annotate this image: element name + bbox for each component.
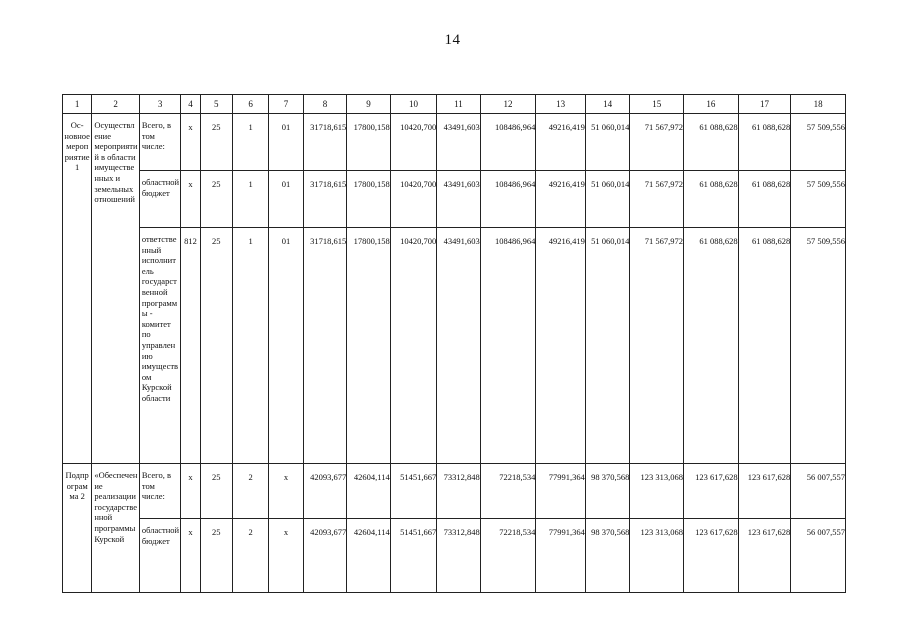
- value-cell: 123 617,628: [684, 519, 739, 593]
- value-cell: 42093,677: [303, 464, 347, 519]
- grbs-cell: 812: [181, 228, 200, 464]
- value-cell: 57 509,556: [791, 171, 846, 228]
- column-header: 2: [92, 95, 140, 114]
- value-cell: 123 617,628: [738, 519, 791, 593]
- column-header: 5: [200, 95, 232, 114]
- code-cell: 1: [232, 228, 268, 464]
- value-cell: 61 088,628: [684, 114, 739, 171]
- value-cell: 61 088,628: [684, 171, 739, 228]
- value-cell: 123 313,068: [630, 464, 684, 519]
- value-cell: 49216,419: [536, 228, 586, 464]
- column-header: 1: [63, 95, 92, 114]
- header-row: [63, 95, 846, 114]
- code-cell: 01: [269, 228, 303, 464]
- table-row: [63, 171, 846, 228]
- code-cell: 2: [232, 519, 268, 593]
- code-cell: x: [269, 519, 303, 593]
- value-cell: 43491,603: [437, 114, 481, 171]
- value-cell: 10420,700: [390, 228, 437, 464]
- value-cell: 49216,419: [536, 171, 586, 228]
- value-cell: 31718,615: [303, 171, 347, 228]
- value-cell: 51 060,014: [585, 114, 630, 171]
- value-cell: 51451,667: [390, 519, 437, 593]
- funding-source-cell: Всего, в том числе:: [139, 114, 180, 171]
- value-cell: 57 509,556: [791, 228, 846, 464]
- value-cell: 72218,534: [480, 464, 536, 519]
- code-cell: 2: [232, 464, 268, 519]
- value-cell: 17800,158: [347, 228, 391, 464]
- value-cell: 51 060,014: [585, 171, 630, 228]
- code-cell: 25: [200, 171, 232, 228]
- column-header: 14: [585, 95, 630, 114]
- page-number: 14: [444, 32, 461, 48]
- column-header: 15: [630, 95, 684, 114]
- value-cell: 49216,419: [536, 114, 586, 171]
- value-cell: 73312,848: [437, 464, 481, 519]
- column-header: 8: [303, 95, 347, 114]
- column-header: 11: [437, 95, 481, 114]
- value-cell: 108486,964: [480, 228, 536, 464]
- column-header: 13: [536, 95, 586, 114]
- value-cell: 17800,158: [347, 171, 391, 228]
- value-cell: 123 617,628: [738, 464, 791, 519]
- value-cell: 123 313,068: [630, 519, 684, 593]
- code-cell: 01: [269, 114, 303, 171]
- value-cell: 56 007,557: [791, 464, 846, 519]
- program-element-cell: Подпрограмма 2: [63, 464, 92, 593]
- value-cell: 56 007,557: [791, 519, 846, 593]
- grbs-cell: x: [181, 464, 200, 519]
- value-cell: 57 509,556: [791, 114, 846, 171]
- column-header: 3: [139, 95, 180, 114]
- value-cell: 61 088,628: [738, 171, 791, 228]
- value-cell: 73312,848: [437, 519, 481, 593]
- code-cell: 1: [232, 114, 268, 171]
- value-cell: 10420,700: [390, 171, 437, 228]
- code-cell: 01: [269, 171, 303, 228]
- column-header: 10: [390, 95, 437, 114]
- value-cell: 71 567,972: [630, 171, 684, 228]
- funding-source-cell: Всего, в том числе:: [139, 464, 180, 519]
- value-cell: 71 567,972: [630, 228, 684, 464]
- column-header: 6: [232, 95, 268, 114]
- value-cell: 31718,615: [303, 228, 347, 464]
- value-cell: 42093,677: [303, 519, 347, 593]
- value-cell: 43491,603: [437, 228, 481, 464]
- code-cell: 25: [200, 114, 232, 171]
- value-cell: 77991,364: [536, 519, 586, 593]
- budget-table: [62, 94, 846, 593]
- column-header: 17: [738, 95, 791, 114]
- value-cell: 108486,964: [480, 114, 536, 171]
- value-cell: 108486,964: [480, 171, 536, 228]
- code-cell: 25: [200, 464, 232, 519]
- code-cell: 1: [232, 171, 268, 228]
- value-cell: 10420,700: [390, 114, 437, 171]
- table-row: [63, 228, 846, 464]
- value-cell: 98 370,568: [585, 519, 630, 593]
- table-row: [63, 519, 846, 593]
- value-cell: 31718,615: [303, 114, 347, 171]
- value-cell: 17800,158: [347, 114, 391, 171]
- program-name-cell: «Обеспечение реализации государственной программы Курской: [92, 464, 140, 593]
- column-header: 9: [347, 95, 391, 114]
- table-row: [63, 114, 846, 171]
- grbs-cell: x: [181, 171, 200, 228]
- funding-source-cell: областной бюджет: [139, 519, 180, 593]
- value-cell: 42604,114: [347, 464, 391, 519]
- code-cell: 25: [200, 228, 232, 464]
- value-cell: 71 567,972: [630, 114, 684, 171]
- code-cell: x: [269, 464, 303, 519]
- code-cell: 25: [200, 519, 232, 593]
- value-cell: 61 088,628: [684, 228, 739, 464]
- value-cell: 43491,603: [437, 171, 481, 228]
- column-header: 12: [480, 95, 536, 114]
- column-header: 18: [791, 95, 846, 114]
- grbs-cell: x: [181, 114, 200, 171]
- value-cell: 77991,364: [536, 464, 586, 519]
- program-name-cell: Осуществление мероприятий в области имущественных и земельных отношений: [92, 114, 140, 464]
- value-cell: 51451,667: [390, 464, 437, 519]
- column-header: 16: [684, 95, 739, 114]
- value-cell: 42604,114: [347, 519, 391, 593]
- value-cell: 98 370,568: [585, 464, 630, 519]
- value-cell: 61 088,628: [738, 228, 791, 464]
- value-cell: 51 060,014: [585, 228, 630, 464]
- grbs-cell: x: [181, 519, 200, 593]
- funding-source-cell: областной бюджет: [139, 171, 180, 228]
- funding-source-cell: ответственный исполнитель государственной программы - комитет по управлению имуществом Курской области: [139, 228, 180, 464]
- value-cell: 72218,534: [480, 519, 536, 593]
- column-header: 4: [181, 95, 200, 114]
- table-row: [63, 464, 846, 519]
- column-header: 7: [269, 95, 303, 114]
- value-cell: 123 617,628: [684, 464, 739, 519]
- value-cell: 61 088,628: [738, 114, 791, 171]
- program-element-cell: Ос-новное мероприятие 1: [63, 114, 92, 464]
